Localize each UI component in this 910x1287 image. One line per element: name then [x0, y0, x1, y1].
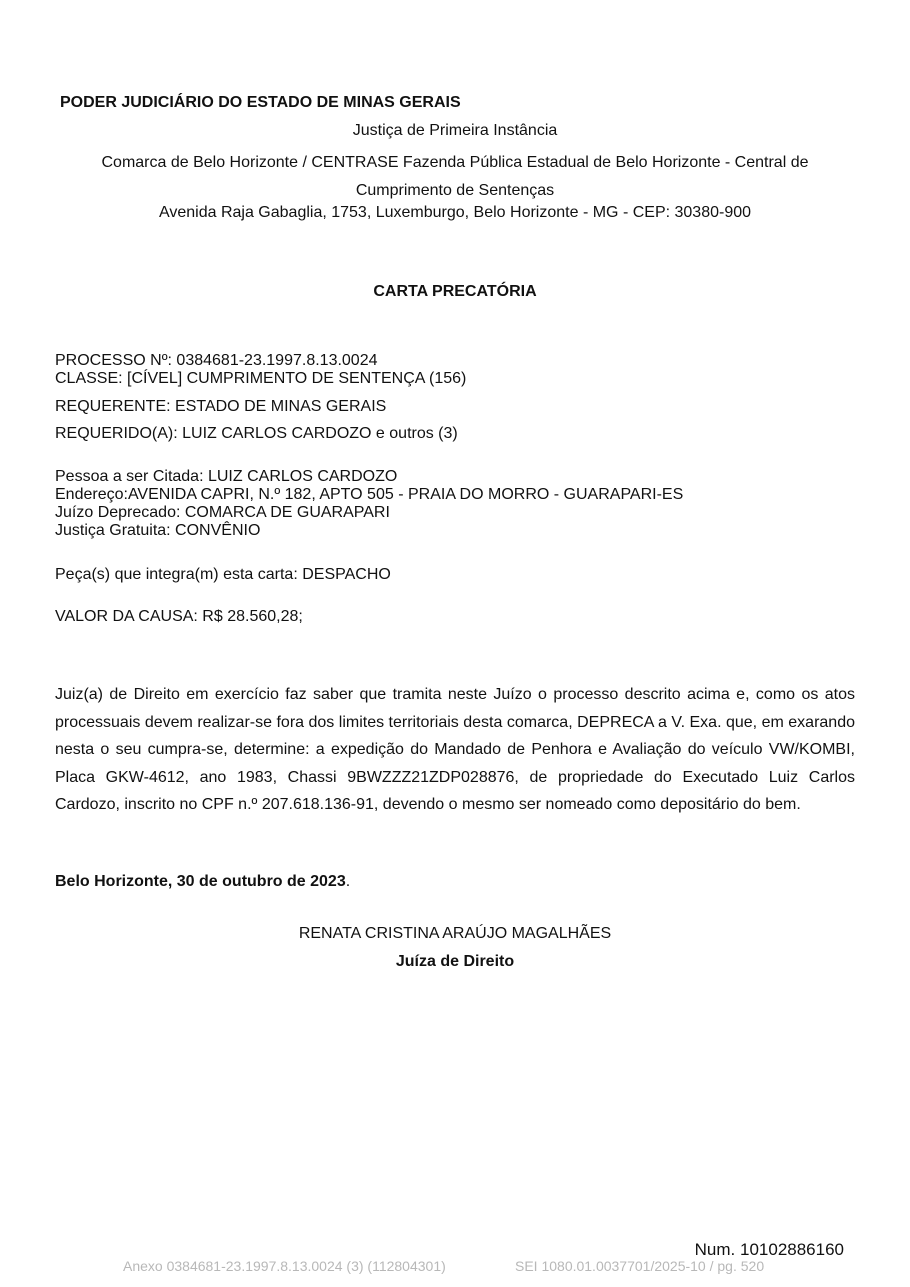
court-address: Avenida Raja Gabaglia, 1753, Luxemburgo, Belo Horizonte - MG - CEP: 30380-900: [158, 204, 752, 221]
place-date: Belo Horizonte, 30 de outubro de 2023: [55, 873, 346, 890]
case-info-block: [55, 352, 466, 388]
classe-line: CLASSE: [CÍVEL] CUMPRIMENTO DE SENTENÇA (156): [55, 370, 467, 387]
citation-block: [55, 468, 683, 540]
comarca-line-1: Comarca de Belo Horizonte / CENTRASE Fazenda Pública Estadual de Belo Horizonte - Central de: [101, 154, 809, 171]
date-period: .: [345, 873, 351, 890]
juizo-deprecado-line: Juízo Deprecado: COMARCA DE GUARAPARI: [55, 504, 390, 521]
endereco-line: Endereço:AVENIDA CAPRI, N.º 182, APTO 505 - PRAIA DO MORRO - GUARAPARI-ES: [55, 486, 684, 503]
requerente-line: REQUERENTE: ESTADO DE MINAS GERAIS: [55, 398, 387, 415]
footer-anexo: Anexo 0384681-23.1997.8.13.0024 (3) (112804301): [123, 1258, 446, 1274]
comarca-line-2: Cumprimento de Sentenças: [355, 181, 555, 199]
pecas-line: Peça(s) que integra(m) esta carta: DESPACHO: [55, 566, 391, 583]
document-number: Num. 10102886160: [694, 1240, 844, 1259]
requerido-line: REQUERIDO(A): LUIZ CARLOS CARDOZO e outros (3): [55, 425, 458, 442]
pessoa-citada-line: Pessoa a ser Citada: LUIZ CARLOS CARDOZO: [55, 468, 398, 485]
instance-line: Justiça de Primeira Instância: [352, 122, 558, 139]
valor-causa-line: VALOR DA CAUSA: R$ 28.560,28;: [55, 608, 303, 625]
body-paragraph: Juiz(a) de Direito em exercício faz saber que tramita neste Juízo o processo descrito acima e, como os atos processuais devem realizar-se fora dos limites territoriais desta comarca, DEPRECA a V. Exa. que, em exarando nesta o seu cumpra-se, determine: a expedição do Mandado de Penhora e Avaliação do veículo VW/KOMBI, Placa GKW-4612, ano 1983, Chassi 9BWZZZ21ZDP028876, de propriedade do Executado Luiz Carlos Cardozo, inscrito no CPF n.º 207.618.136-91, devendo o mesmo ser nomeado como depositário do bem.: [55, 686, 855, 813]
processo-line: PROCESSO Nº: 0384681-23.1997.8.13.0024: [55, 352, 378, 369]
justica-gratuita-line: Justiça Gratuita: CONVÊNIO: [55, 522, 261, 539]
signer-name: RENATA CRISTINA ARAÚJO MAGALHÃES: [298, 925, 612, 942]
date-line: [55, 873, 350, 891]
footer-sei: SEI 1080.01.0037701/2025-10 / pg. 520: [515, 1258, 765, 1274]
signer-role: Juíza de Direito: [395, 953, 515, 970]
court-name: PODER JUDICIÁRIO DO ESTADO DE MINAS GERAIS: [60, 94, 461, 111]
comarca-line: [0, 149, 910, 204]
document-title: CARTA PRECATÓRIA: [373, 283, 537, 300]
